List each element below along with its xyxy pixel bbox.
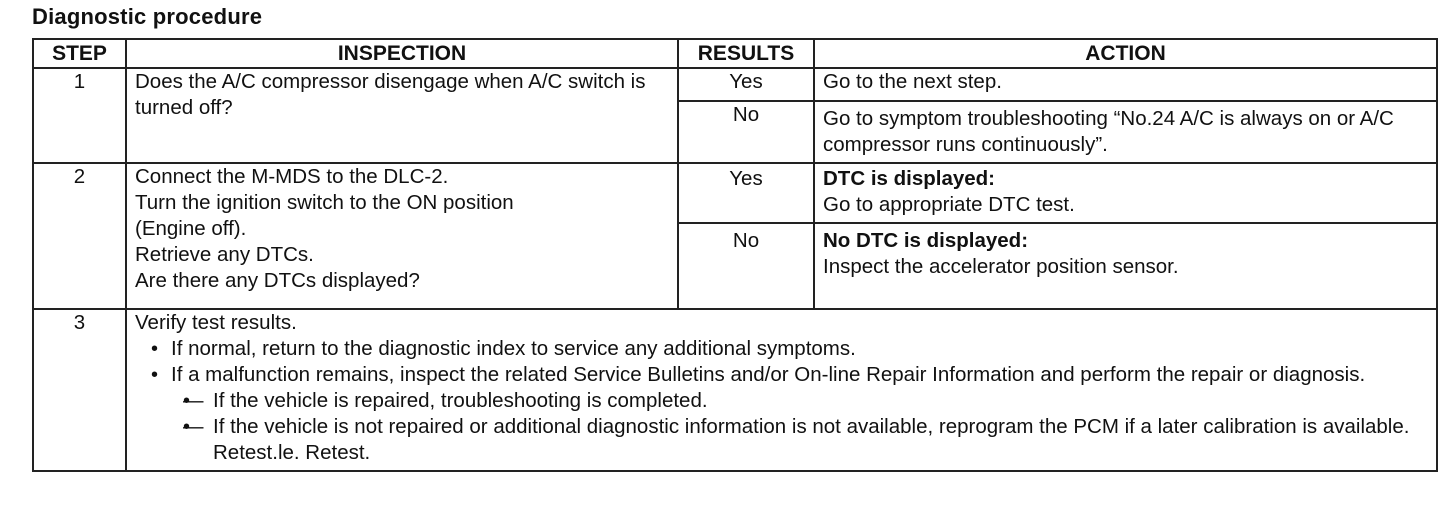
diagnostic-table	[32, 38, 1438, 472]
inspection-line: Turn the ignition switch to the ON position	[135, 191, 514, 214]
header-results: RESULTS	[678, 39, 814, 68]
header-step: STEP	[33, 39, 126, 68]
result-no: No	[678, 101, 814, 163]
action-text: Go to appropriate DTC test.	[823, 193, 1075, 216]
bullet-list	[135, 336, 1428, 466]
inspection-cell	[126, 163, 678, 309]
action-cell	[814, 163, 1437, 223]
action-heading: DTC is displayed:	[823, 167, 996, 190]
action-cell: Go to symptom troubleshooting “No.24 A/C is always on or A/C compressor runs continuously”.	[814, 101, 1437, 163]
inspection-line: (Engine off).	[135, 217, 247, 240]
action-cell	[814, 223, 1437, 309]
action-text: Inspect the accelerator position sensor.	[823, 255, 1179, 278]
result-yes: Yes	[678, 68, 814, 101]
header-inspection: INSPECTION	[126, 39, 678, 68]
dash-marker: • —	[183, 415, 204, 438]
inspection-line: Retrieve any DTCs.	[135, 243, 314, 266]
result-yes: Yes	[678, 163, 814, 223]
step-number: 2	[33, 163, 126, 309]
sub-list-item	[183, 388, 1428, 414]
verify-intro: Verify test results.	[135, 311, 297, 334]
table-row	[33, 309, 1437, 471]
inspection-line: Connect the M-MDS to the DLC-2.	[135, 165, 449, 188]
inspection-cell: Does the A/C compressor disengage when A/C switch is turned off?	[126, 68, 678, 163]
step-number: 1	[33, 68, 126, 163]
step-number: 3	[33, 309, 126, 471]
page-title: Diagnostic procedure	[32, 4, 263, 29]
list-item	[151, 362, 1428, 466]
table-row	[33, 163, 1437, 223]
action-heading: No DTC is displayed:	[823, 229, 1029, 252]
result-no: No	[678, 223, 814, 309]
dash-marker: • —	[183, 389, 204, 412]
sub-list	[171, 388, 1428, 466]
table-row	[33, 68, 1437, 101]
inspection-line: Are there any DTCs displayed?	[135, 269, 420, 292]
action-cell: Go to the next step.	[814, 68, 1437, 101]
header-action: ACTION	[814, 39, 1437, 68]
header-row	[33, 39, 1437, 68]
list-item: • If normal, return to the diagnostic index to service any additional symptoms.	[151, 336, 1428, 362]
verify-cell	[126, 309, 1437, 471]
list-item-text: If a malfunction remains, inspect the related Service Bulletins and/or On-line Repair Information and perform the repair or diagnosis.	[171, 363, 1366, 386]
sub-list-text: If the vehicle is not repaired or additional diagnostic information is not available, reprogram the PCM if a later calibration is available. Retest.le. Retest.	[213, 415, 1410, 464]
sub-list-item	[183, 414, 1428, 466]
sub-list-text: If the vehicle is repaired, troubleshooting is completed.	[213, 389, 708, 412]
